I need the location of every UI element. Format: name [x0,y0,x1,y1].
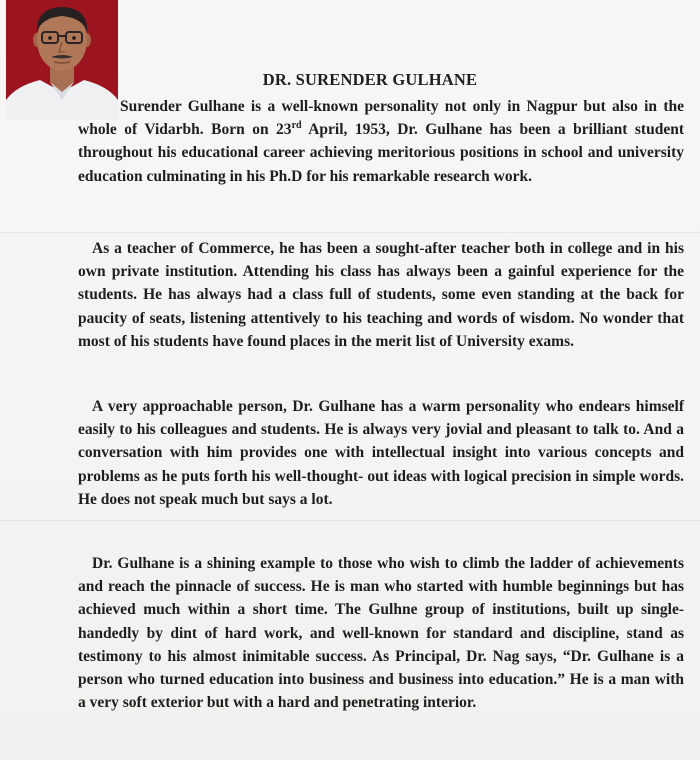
paragraph-4: Dr. Gulhane is a shining example to those who wish to climb the ladder of achievements and reach the pinnacle of success. He is man who started with humble beginnings but has achieved much within a short time. The Gulhne group of institutions, built up single-handedly by dint of hard work, and well-known for standard and discipline, stand as testimony to his almost inimitable success. As Principal, Dr. Nag says, “Dr. Gulhane is a person who turned education into business and business into education.” He is a man with a very soft exterior but with a hard and penetrating interior. [78,555,684,712]
paragraph-1 [78,95,684,188]
paragraph-1-text-start: Surender Gulhane is a well-known personality not only in Nagpur but also in the whole of Vidarbh. Born on 23 [78,98,684,139]
paper-fold-line [0,520,700,521]
paragraph-1-text-end: April, 1953, Dr. Gulhane has been a brilliant student throughout his educational career achieving meritorious positions in school and university education culminating in his Ph.D for his remarkable research work. [78,121,684,185]
ordinal-superscript: rd [291,120,302,132]
paragraph-2: As a teacher of Commerce, he has been a sought-after teacher both in college and in his own private institution. Attending his class has always been a gainful experience for the students. He has always had a class full of students, some even standing at the back for paucity of seats, listening attentively to his teaching and words of wisdom. No wonder that most of his students have found places in the merit list of University exams. [78,240,684,350]
document-title: DR. SURENDER GULHANE [262,70,478,89]
paragraph-3: A very approachable person, Dr. Gulhane has a warm personality who endears himself easily to his colleagues and students. He is always very jovial and pleasant to talk to. And a conversation with him provides one with intellectual insight into various concepts and problems as he puts forth his well-thought- out ideas with logical precision in simple words. He does not speak much but says a lot. [78,398,684,508]
paper-fold-line [0,232,700,233]
